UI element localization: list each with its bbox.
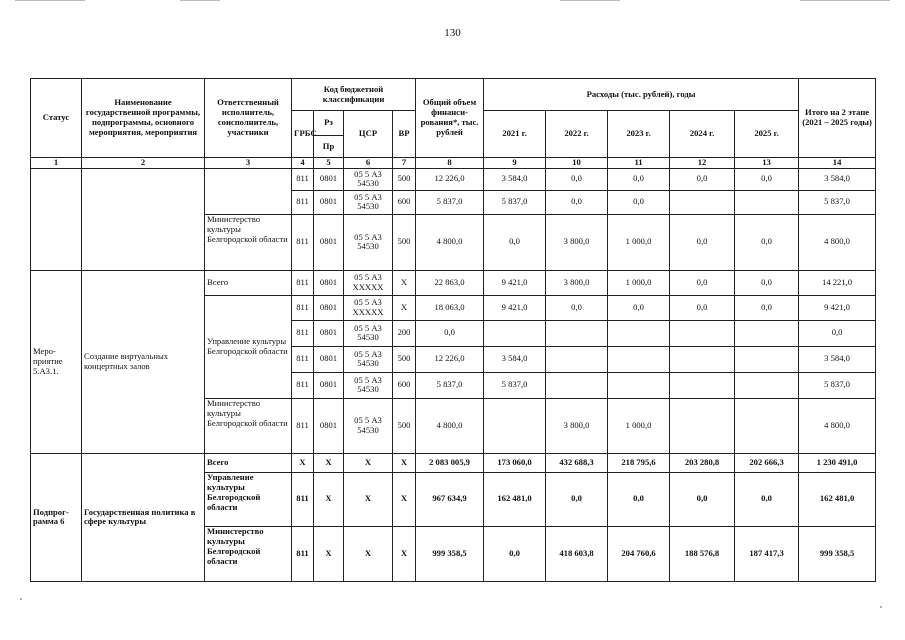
value-2022: [546, 346, 608, 372]
column-numbers-row: [31, 158, 876, 169]
value-2025: [735, 190, 799, 214]
itogo-cell: 999 358,5: [799, 526, 876, 581]
value-2021: 5 837,0: [484, 372, 546, 398]
scan-speck: [880, 606, 882, 608]
page-number: 130: [444, 27, 461, 39]
value-2024: 0,0: [670, 295, 735, 320]
header-budget-code: Код бюджетной классификации: [292, 79, 416, 111]
value-2025: 187 417,3: [735, 526, 799, 581]
column-number: 9: [484, 158, 546, 169]
rzpr-cell: 0801: [314, 168, 344, 190]
grbs-cell: 811: [292, 190, 314, 214]
itogo-cell: 3 584,0: [799, 168, 876, 190]
grbs-cell: 811: [292, 372, 314, 398]
rzpr-cell: 0801: [314, 320, 344, 346]
itogo-cell: 3 584,0: [799, 346, 876, 372]
value-2023: 218 795,6: [608, 453, 670, 472]
itogo-cell: 1 230 491,0: [799, 453, 876, 472]
value-2023: 1 000,0: [608, 214, 670, 270]
grbs-cell: 811: [292, 526, 314, 581]
value-2021: 162 481,0: [484, 472, 546, 526]
status-cell: Подпрог-рамма 6: [31, 453, 82, 581]
header-executor: Ответственный исполнитель, соисполнитель, участники: [205, 79, 292, 158]
total-cell: 22 863,0: [416, 270, 484, 295]
value-2021: [484, 398, 546, 453]
column-number: 3: [205, 158, 292, 169]
rzpr-cell: 0801: [314, 372, 344, 398]
total-cell: 967 634,9: [416, 472, 484, 526]
vr-cell: 500: [393, 398, 416, 453]
value-2021: 9 421,0: [484, 270, 546, 295]
header-year-2021: 2021 г.: [484, 111, 546, 158]
value-2024: [670, 398, 735, 453]
header-total-volume: Общий объем финанси-рования*, тыс. рублей: [416, 79, 484, 158]
table-row: [31, 270, 876, 295]
csr-cell: Х: [344, 472, 393, 526]
total-cell: 5 837,0: [416, 190, 484, 214]
csr-cell: 05 5 А3 54530: [344, 168, 393, 190]
header-status: Статус: [31, 79, 82, 158]
column-number: 1: [31, 158, 82, 169]
executor-cell: Управление культуры Белгородской области: [205, 472, 292, 526]
value-2024: 188 576,8: [670, 526, 735, 581]
value-2025: [735, 372, 799, 398]
value-2024: [670, 372, 735, 398]
grbs-cell: 811: [292, 398, 314, 453]
executor-cell: Министерство культуры Белгородской области: [205, 398, 292, 453]
vr-cell: 500: [393, 346, 416, 372]
column-number: 2: [82, 158, 205, 169]
header-year-2023: 2023 г.: [608, 111, 670, 158]
vr-cell: 600: [393, 372, 416, 398]
column-number: 5: [314, 158, 344, 169]
vr-cell: Х: [393, 472, 416, 526]
value-2024: 0,0: [670, 472, 735, 526]
name-cell: Создание виртуальных концертных залов: [82, 270, 205, 453]
total-cell: 5 837,0: [416, 372, 484, 398]
value-2023: [608, 320, 670, 346]
header-year-2025: 2025 г.: [735, 111, 799, 158]
vr-cell: Х: [393, 295, 416, 320]
value-2025: [735, 346, 799, 372]
value-2023: 1 000,0: [608, 398, 670, 453]
value-2024: 203 280,8: [670, 453, 735, 472]
value-2025: 0,0: [735, 472, 799, 526]
vr-cell: 500: [393, 214, 416, 270]
vr-cell: Х: [393, 270, 416, 295]
value-2023: [608, 372, 670, 398]
header-csr: ЦСР: [344, 111, 393, 158]
value-2022: [546, 320, 608, 346]
column-number: 4: [292, 158, 314, 169]
total-cell: 2 083 005,9: [416, 453, 484, 472]
value-2024: [670, 190, 735, 214]
value-2023: 0,0: [608, 190, 670, 214]
header-pr: Пр: [314, 136, 344, 158]
name-cell: Государственная политика в сфере культуры: [82, 453, 205, 581]
table-row: [31, 168, 876, 190]
value-2025: [735, 398, 799, 453]
value-2024: [670, 346, 735, 372]
value-2022: [546, 372, 608, 398]
value-2023: 0,0: [608, 168, 670, 190]
vr-cell: Х: [393, 526, 416, 581]
column-number: 11: [608, 158, 670, 169]
value-2022: 0,0: [546, 472, 608, 526]
grbs-cell: Х: [292, 453, 314, 472]
csr-cell: Х: [344, 453, 393, 472]
total-cell: 4 800,0: [416, 398, 484, 453]
csr-cell: 05 5 А3 ХХХХХ: [344, 295, 393, 320]
value-2021: 0,0: [484, 214, 546, 270]
total-cell: 0,0: [416, 320, 484, 346]
itogo-cell: 162 481,0: [799, 472, 876, 526]
column-number: 13: [735, 158, 799, 169]
value-2021: 3 584,0: [484, 168, 546, 190]
header-grbs: ГРБС: [292, 111, 314, 158]
rzpr-cell: Х: [314, 472, 344, 526]
total-cell: 4 800,0: [416, 214, 484, 270]
value-2022: 3 800,0: [546, 214, 608, 270]
total-cell: 12 226,0: [416, 346, 484, 372]
column-number: 10: [546, 158, 608, 169]
header-expenses: Расходы (тыс. рублей), годы: [484, 79, 799, 111]
value-2025: 0,0: [735, 168, 799, 190]
column-number: 6: [344, 158, 393, 169]
grbs-cell: 811: [292, 472, 314, 526]
value-2024: 0,0: [670, 270, 735, 295]
total-cell: 12 226,0: [416, 168, 484, 190]
status-cell: Меро-приятие 5.А3.1.: [31, 270, 82, 453]
value-2022: 432 688,3: [546, 453, 608, 472]
executor-cell: Всего: [205, 270, 292, 295]
column-number: 8: [416, 158, 484, 169]
executor-cell: Управление культуры Белгородской области: [205, 295, 292, 398]
value-2021: 0,0: [484, 526, 546, 581]
value-2022: 0,0: [546, 168, 608, 190]
itogo-cell: 4 800,0: [799, 398, 876, 453]
itogo-cell: 9 421,0: [799, 295, 876, 320]
value-2023: 0,0: [608, 472, 670, 526]
rzpr-cell: 0801: [314, 398, 344, 453]
total-cell: 999 358,5: [416, 526, 484, 581]
csr-cell: 05 5 А3 54530: [344, 372, 393, 398]
grbs-cell: 811: [292, 346, 314, 372]
grbs-cell: 811: [292, 295, 314, 320]
csr-cell: Х: [344, 526, 393, 581]
value-2023: [608, 346, 670, 372]
value-2024: 0,0: [670, 168, 735, 190]
value-2025: [735, 320, 799, 346]
value-2021: 3 584,0: [484, 346, 546, 372]
header-year-2022: 2022 г.: [546, 111, 608, 158]
grbs-cell: 811: [292, 270, 314, 295]
csr-cell: 05 5 А3 ХХХХХ: [344, 270, 393, 295]
header-rz: Рз: [314, 111, 344, 136]
rzpr-cell: Х: [314, 526, 344, 581]
header-name: Наименование государственной программы, подпрограммы, основного мероприятия, мероприятия: [82, 79, 205, 158]
value-2021: 173 060,0: [484, 453, 546, 472]
executor-cell: Министерство культуры Белгородской области: [205, 214, 292, 270]
itogo-cell: 5 837,0: [799, 190, 876, 214]
rzpr-cell: 0801: [314, 346, 344, 372]
executor-cell: Всего: [205, 453, 292, 472]
grbs-cell: 811: [292, 214, 314, 270]
csr-cell: 05 5 А3 54530: [344, 214, 393, 270]
rzpr-cell: 0801: [314, 190, 344, 214]
rzpr-cell: 0801: [314, 214, 344, 270]
header-year-2024: 2024 г.: [670, 111, 735, 158]
value-2024: [670, 320, 735, 346]
vr-cell: 500: [393, 168, 416, 190]
column-number: 14: [799, 158, 876, 169]
value-2025: 0,0: [735, 214, 799, 270]
itogo-cell: 14 221,0: [799, 270, 876, 295]
header-vr: ВР: [393, 111, 416, 158]
column-number: 7: [393, 158, 416, 169]
itogo-cell: 0,0: [799, 320, 876, 346]
vr-cell: 200: [393, 320, 416, 346]
value-2022: 0,0: [546, 190, 608, 214]
rzpr-cell: 0801: [314, 295, 344, 320]
value-2022: 418 603,8: [546, 526, 608, 581]
value-2022: 3 800,0: [546, 270, 608, 295]
value-2024: 0,0: [670, 214, 735, 270]
column-number: 12: [670, 158, 735, 169]
itogo-cell: 4 800,0: [799, 214, 876, 270]
value-2025: 0,0: [735, 295, 799, 320]
rzpr-cell: 0801: [314, 270, 344, 295]
grbs-cell: 811: [292, 320, 314, 346]
executor-cell: Министерство культуры Белгородской области: [205, 526, 292, 581]
value-2025: 0,0: [735, 270, 799, 295]
value-2022: 3 800,0: [546, 398, 608, 453]
value-2021: 9 421,0: [484, 295, 546, 320]
value-2022: 0,0: [546, 295, 608, 320]
header-row: [31, 79, 876, 111]
rzpr-cell: Х: [314, 453, 344, 472]
budget-table: [30, 78, 876, 582]
itogo-cell: 5 837,0: [799, 372, 876, 398]
scan-speck: [20, 598, 22, 600]
value-2021: [484, 320, 546, 346]
total-cell: 18 063,0: [416, 295, 484, 320]
csr-cell: 05 5 А3 54530: [344, 320, 393, 346]
executor-cell: [205, 168, 292, 214]
value-2023: 204 760,6: [608, 526, 670, 581]
value-2025: 202 666,3: [735, 453, 799, 472]
csr-cell: 05 5 А3 54530: [344, 346, 393, 372]
vr-cell: 600: [393, 190, 416, 214]
name-cell: [82, 168, 205, 270]
header-itogo: Итого на 2 этапе (2021 – 2025 годы): [799, 79, 876, 158]
csr-cell: 05 5 А3 54530: [344, 190, 393, 214]
value-2021: 5 837,0: [484, 190, 546, 214]
status-cell: [31, 168, 82, 270]
grbs-cell: 811: [292, 168, 314, 190]
value-2023: 0,0: [608, 295, 670, 320]
vr-cell: Х: [393, 453, 416, 472]
table-row: [31, 453, 876, 472]
value-2023: 1 000,0: [608, 270, 670, 295]
csr-cell: 05 5 А3 54530: [344, 398, 393, 453]
